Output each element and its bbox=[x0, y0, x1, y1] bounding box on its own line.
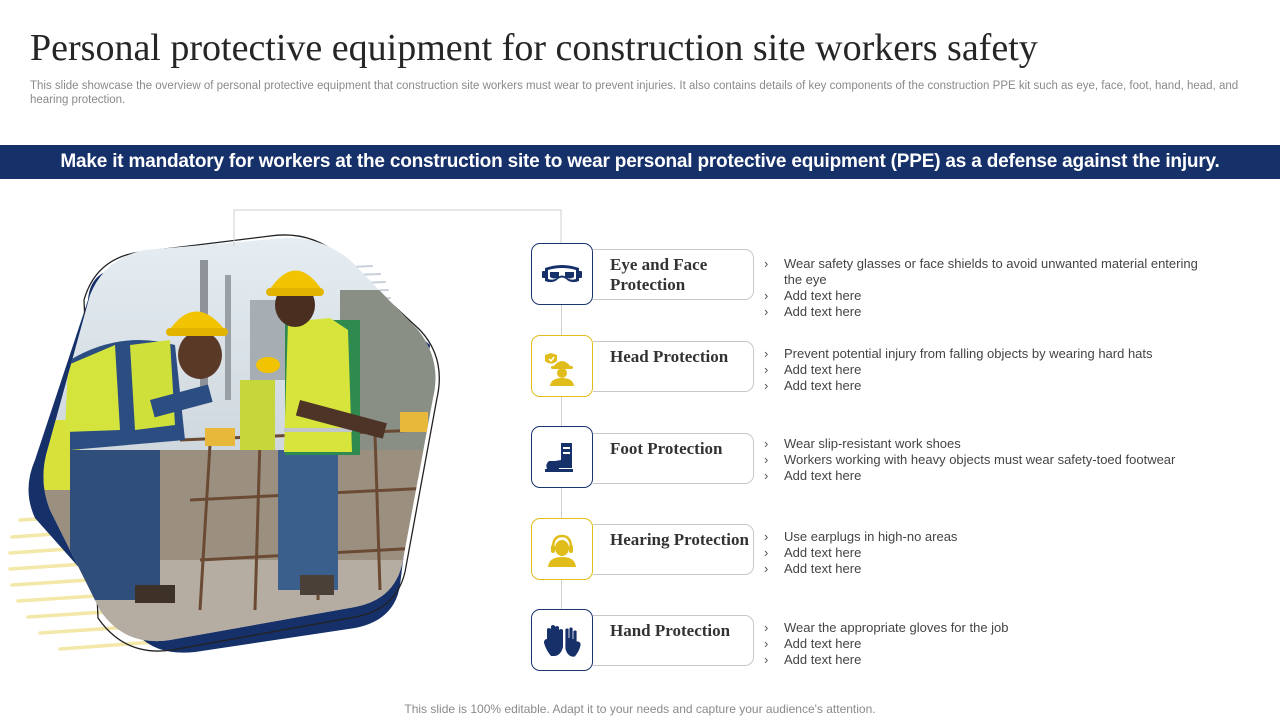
list-item: › Workers working with heavy objects must wear safety-toed footwear bbox=[764, 452, 1204, 468]
list-item: › Add text here bbox=[764, 288, 1204, 304]
eye-face-bullets bbox=[764, 256, 1204, 320]
ear-protection-person-icon bbox=[539, 526, 585, 572]
foot-bullets bbox=[764, 436, 1204, 484]
list-item: › Add text here bbox=[764, 304, 1204, 320]
eye-face-label-box bbox=[593, 249, 754, 300]
foot-label: Foot Protection bbox=[610, 439, 723, 458]
hearing-label-box bbox=[593, 524, 754, 575]
list-item: › Wear the appropriate gloves for the job bbox=[764, 620, 1204, 636]
list-item: › Add text here bbox=[764, 636, 1204, 652]
head-label-box bbox=[593, 341, 754, 392]
head-label: Head Protection bbox=[610, 347, 729, 366]
list-item: › Wear slip-resistant work shoes bbox=[764, 436, 1204, 452]
foot-label-box bbox=[593, 433, 754, 484]
boots-icon bbox=[539, 434, 585, 480]
footer-note: This slide is 100% editable. Adapt it to your needs and capture your audience's attention. bbox=[404, 702, 876, 716]
list-item: › Add text here bbox=[764, 561, 1204, 577]
head-bullets bbox=[764, 346, 1204, 394]
list-item: › Add text here bbox=[764, 378, 1204, 394]
list-item: › Add text here bbox=[764, 362, 1204, 378]
page-subtitle: This slide showcase the overview of personal protective equipment that construction site workers must wear to prevent injuries. It also contains details of key components of the construction PPE kit such as eye, face, foot, hand, head, and hearing protection. bbox=[30, 80, 1239, 106]
hearing-label: Hearing Protection bbox=[610, 530, 749, 549]
list-item: › Add text here bbox=[764, 468, 1204, 484]
banner: Make it mandatory for workers at the construction site to wear personal protective equipment (PPE) as a defense against the injury. bbox=[0, 145, 1280, 179]
list-item: › Use earplugs in high-no areas bbox=[764, 529, 1204, 545]
safety-goggles-icon bbox=[539, 251, 585, 297]
list-item: › Wear safety glasses or face shields to avoid unwanted material entering the eye bbox=[764, 256, 1204, 288]
eye-face-label: Eye and Face Protection bbox=[610, 255, 708, 294]
list-item: › Add text here bbox=[764, 652, 1204, 668]
hand-label-box bbox=[593, 615, 754, 666]
list-item: › Add text here bbox=[764, 545, 1204, 561]
eye-face-icon-box bbox=[531, 243, 593, 305]
hand-bullets bbox=[764, 620, 1204, 668]
head-icon-box bbox=[531, 335, 593, 397]
hard-hat-worker-icon bbox=[539, 343, 585, 389]
page-title: Personal protective equipment for construction site workers safety bbox=[30, 27, 1038, 69]
hand-label: Hand Protection bbox=[610, 621, 731, 640]
gloves-icon bbox=[539, 617, 585, 663]
hand-icon-box bbox=[531, 609, 593, 671]
hearing-icon-box bbox=[531, 518, 593, 580]
list-item: › Prevent potential injury from falling objects by wearing hard hats bbox=[764, 346, 1204, 362]
foot-icon-box bbox=[531, 426, 593, 488]
hearing-bullets bbox=[764, 529, 1204, 577]
